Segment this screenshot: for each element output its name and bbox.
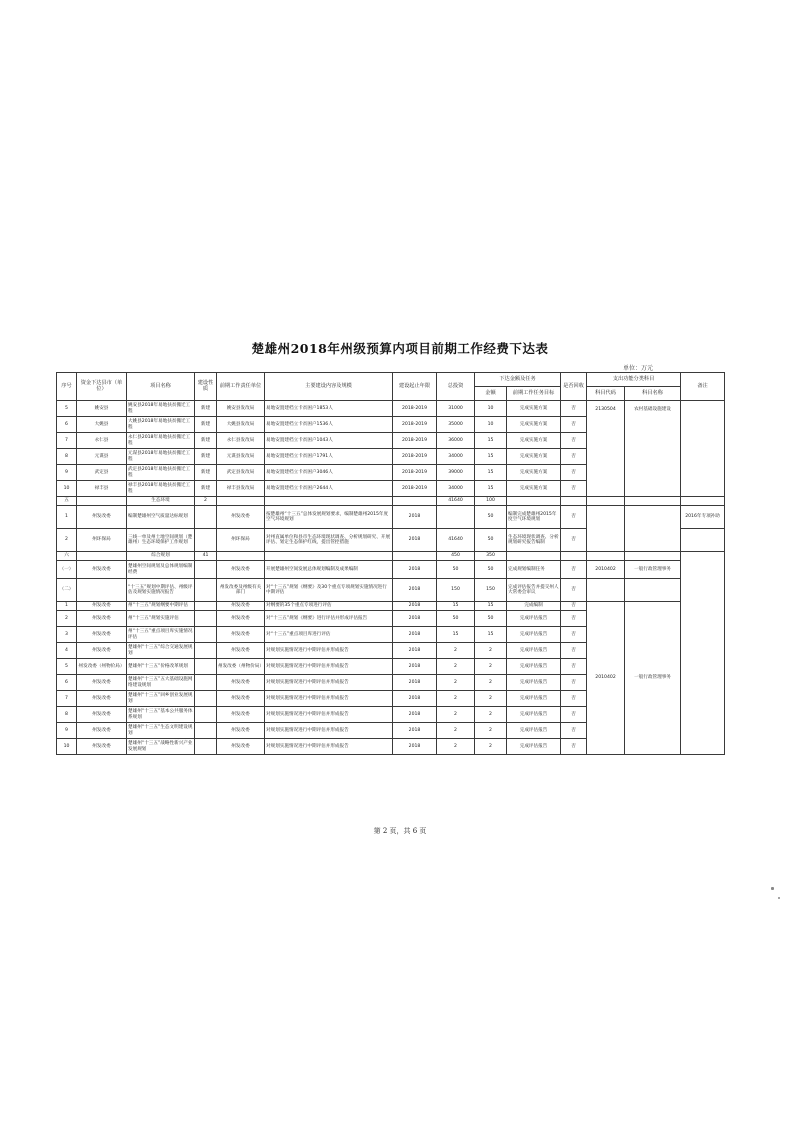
cell-task: 完成评估报告 [507, 611, 561, 627]
cell-total: 2 [437, 659, 475, 675]
cell-recover: 否 [561, 506, 587, 529]
scan-speck [771, 887, 774, 890]
cell-recover: 否 [561, 675, 587, 691]
cell-years: 2018 [393, 506, 437, 529]
scan-speck [778, 897, 780, 899]
cell-content: 对州直属单位和县市生态环境现状调查、分析规划研究、开展评估、划定生态保护红线，提出管控措施 [265, 529, 393, 552]
cell-nature [195, 659, 217, 675]
cell-seq: 7 [57, 433, 77, 449]
cell-project: 编制楚雄州空气质量达标规划 [127, 506, 195, 529]
cell-task: 完成规划编制任务 [507, 561, 561, 579]
cell-total: 50 [437, 611, 475, 627]
cell-recover: 否 [561, 401, 587, 417]
header-alloc-task: 前期工作任务目标 [507, 387, 561, 401]
cell-nature [195, 723, 217, 739]
cell-content: 对“十三五”规划《纲要》进行评估并形成评估报告 [265, 611, 393, 627]
cell-content: 易地安置建档立卡贫困户1536人 [265, 417, 393, 433]
cell-seq: 1 [57, 506, 77, 529]
cell-project: 姚安县2018年易地扶贫搬迁工程 [127, 401, 195, 417]
section-empty [561, 497, 587, 506]
section-name: 综合规划 [127, 552, 195, 561]
cell-nature: 新建 [195, 433, 217, 449]
header-content: 主要建设内容及规模 [265, 373, 393, 401]
cell-seq: 10 [57, 481, 77, 497]
cell-years: 2018-2019 [393, 481, 437, 497]
section-row [57, 552, 725, 561]
cell-resp: 州发改委 [217, 506, 265, 529]
cell-amount: 2 [475, 707, 507, 723]
cell-nature [195, 643, 217, 659]
cell-project: 楚雄州“十三五”回乡创业发展规划 [127, 691, 195, 707]
header-class-name: 科目名称 [625, 387, 681, 401]
cell-seq: 9 [57, 723, 77, 739]
cell-content: 对规划实施情况进行中期评估并形成报告 [265, 739, 393, 755]
cell-project: 楚雄州“十三五”生态文明建设规划 [127, 723, 195, 739]
cell-seq: 7 [57, 691, 77, 707]
cell-task: 完成评估报告 [507, 627, 561, 643]
cell-nature [195, 675, 217, 691]
cell-content: 易地安置建档立卡贫困户1043人 [265, 433, 393, 449]
cell-seq: 3 [57, 627, 77, 643]
cell-class-name: 一般行政管理事务 [625, 602, 681, 755]
cell-years: 2018-2019 [393, 433, 437, 449]
cell-amount: 15 [475, 465, 507, 481]
cell-class-name [625, 579, 681, 602]
cell-total: 15 [437, 627, 475, 643]
cell-unit: 姚安县 [77, 401, 127, 417]
cell-class-code [587, 579, 625, 602]
header-total: 总投资 [437, 373, 475, 401]
cell-years: 2018 [393, 627, 437, 643]
cell-nature [195, 627, 217, 643]
cell-task: 完成评估报告并提交州人大常委会审议 [507, 579, 561, 602]
cell-amount: 2 [475, 691, 507, 707]
section-row [57, 497, 725, 506]
header-class-group: 支出功能分类科目 [587, 373, 681, 387]
table-row [57, 602, 725, 611]
cell-class-name [625, 506, 681, 552]
cell-task: 完成评估报告 [507, 659, 561, 675]
cell-nature [195, 611, 217, 627]
cell-recover: 否 [561, 529, 587, 552]
cell-nature: 新建 [195, 465, 217, 481]
cell-total: 36000 [437, 433, 475, 449]
cell-resp: 禄丰县发改局 [217, 481, 265, 497]
cell-task: 完成实施方案 [507, 449, 561, 465]
section-empty [507, 497, 561, 506]
cell-amount: 2 [475, 723, 507, 739]
cell-content: 对规划实施情况进行中期评估并形成报告 [265, 659, 393, 675]
cell-project: 州“十三五”规划纲要中期评估 [127, 602, 195, 611]
cell-recover: 否 [561, 561, 587, 579]
cell-nature [195, 561, 217, 579]
cell-project: 元谋县2018年易地扶贫搬迁工程 [127, 449, 195, 465]
table-row [57, 561, 725, 579]
table-row [57, 401, 725, 417]
cell-remark [681, 401, 725, 497]
cell-resp: 姚安县发改局 [217, 401, 265, 417]
header-row-1 [57, 373, 725, 387]
cell-total: 2 [437, 691, 475, 707]
cell-task: 完成实施方案 [507, 433, 561, 449]
cell-seq: （二） [57, 579, 77, 602]
cell-project: 州“十三五”规划实施评估 [127, 611, 195, 627]
cell-resp: 州发改委 [217, 723, 265, 739]
cell-remark [681, 529, 725, 552]
cell-project: 永仁县2018年易地扶贫搬迁工程 [127, 433, 195, 449]
cell-recover: 否 [561, 417, 587, 433]
cell-resp: 州发改委 [217, 602, 265, 611]
cell-resp: 州发改委（州物价局） [217, 659, 265, 675]
section-total: 41640 [437, 497, 475, 506]
cell-unit: 武定县 [77, 465, 127, 481]
cell-project: 楚雄州“十三五”基本公共服务体系规划 [127, 707, 195, 723]
cell-amount: 10 [475, 401, 507, 417]
cell-total: 39000 [437, 465, 475, 481]
cell-seq: 4 [57, 643, 77, 659]
cell-years: 2018 [393, 739, 437, 755]
cell-amount: 50 [475, 506, 507, 529]
cell-years: 2018 [393, 579, 437, 602]
cell-amount: 15 [475, 602, 507, 611]
cell-task: 生态环境现状调查、分析规划研究报告编制 [507, 529, 561, 552]
cell-resp: 州发改委 [217, 691, 265, 707]
header-recover: 是否回收 [561, 373, 587, 401]
header-project: 项目名称 [127, 373, 195, 401]
section-empty [625, 497, 681, 506]
header-remark: 备注 [681, 373, 725, 401]
cell-seq: 1 [57, 602, 77, 611]
cell-class-name: 农村基础设施建设 [625, 401, 681, 497]
cell-total: 34000 [437, 449, 475, 465]
cell-resp: 州发改委 [217, 739, 265, 755]
cell-task: 完成编制 [507, 602, 561, 611]
cell-task: 完成评估报告 [507, 707, 561, 723]
cell-content: 对“十三五”规划《纲要》及30个重点专项规划实施情况进行中期评估 [265, 579, 393, 602]
cell-seq: 8 [57, 707, 77, 723]
cell-amount: 2 [475, 675, 507, 691]
cell-total: 150 [437, 579, 475, 602]
section-name: 生态环境 [127, 497, 195, 506]
cell-project: 楚雄州“十三五”五大基础设施网络建设规划 [127, 675, 195, 691]
cell-recover: 否 [561, 481, 587, 497]
cell-total: 2 [437, 707, 475, 723]
section-empty [681, 497, 725, 506]
cell-years: 2018 [393, 561, 437, 579]
section-count: 41 [195, 552, 217, 561]
cell-recover: 否 [561, 433, 587, 449]
cell-years: 2018 [393, 723, 437, 739]
cell-remark: 2016年专项补助 [681, 506, 725, 529]
cell-recover: 否 [561, 643, 587, 659]
section-empty [265, 552, 393, 561]
cell-years: 2018 [393, 675, 437, 691]
cell-recover: 否 [561, 602, 587, 611]
cell-years: 2018-2019 [393, 417, 437, 433]
cell-total: 2 [437, 739, 475, 755]
cell-years: 2018 [393, 707, 437, 723]
section-empty [587, 552, 625, 561]
cell-unit [77, 579, 127, 602]
cell-total: 50 [437, 561, 475, 579]
cell-content: 对规划实施情况进行中期评估并形成报告 [265, 643, 393, 659]
cell-task: 完成评估报告 [507, 643, 561, 659]
section-empty [625, 552, 681, 561]
header-years: 建设起止年限 [393, 373, 437, 401]
cell-total: 34000 [437, 481, 475, 497]
cell-unit: 元谋县 [77, 449, 127, 465]
cell-resp: 州发改委 [217, 707, 265, 723]
cell-recover: 否 [561, 465, 587, 481]
cell-task: 完成评估报告 [507, 723, 561, 739]
cell-years: 2018 [393, 529, 437, 552]
section-empty [393, 497, 437, 506]
cell-unit: 州发改委 [77, 602, 127, 611]
cell-total: 2 [437, 723, 475, 739]
cell-unit: 州发改委 [77, 691, 127, 707]
section-empty [217, 552, 265, 561]
section-amount: 100 [475, 497, 507, 506]
section-empty [265, 497, 393, 506]
cell-project: 楚雄州“十三五”战略性新兴产业发展规划 [127, 739, 195, 755]
cell-recover: 否 [561, 627, 587, 643]
cell-recover: 否 [561, 691, 587, 707]
cell-recover: 否 [561, 579, 587, 602]
cell-remark [681, 552, 725, 755]
cell-amount: 50 [475, 529, 507, 552]
section-empty [587, 497, 625, 506]
cell-content: 对规划实施情况进行中期评估并形成报告 [265, 723, 393, 739]
section-count: 2 [195, 497, 217, 506]
cell-resp: 州发改委 [217, 611, 265, 627]
cell-content: 对规划实施情况进行中期评估并形成报告 [265, 675, 393, 691]
cell-nature [195, 529, 217, 552]
cell-class-code [587, 506, 625, 552]
cell-class-code: 2010402 [587, 602, 625, 755]
cell-amount: 2 [475, 739, 507, 755]
cell-task: 完成评估报告 [507, 675, 561, 691]
cell-years: 2018 [393, 691, 437, 707]
section-empty [507, 552, 561, 561]
cell-nature [195, 602, 217, 611]
header-nature: 建设性质 [195, 373, 217, 401]
cell-unit: 永仁县 [77, 433, 127, 449]
cell-resp: 州发改委 [217, 643, 265, 659]
cell-amount: 50 [475, 611, 507, 627]
cell-amount: 15 [475, 627, 507, 643]
section-total: 450 [437, 552, 475, 561]
cell-amount: 15 [475, 449, 507, 465]
cell-project: 三线一单及州土地空间规划（楚雄州）生态环境保护工作规划 [127, 529, 195, 552]
cell-recover: 否 [561, 707, 587, 723]
cell-years: 2018 [393, 602, 437, 611]
cell-content: 对规划实施情况进行中期评估并形成报告 [265, 707, 393, 723]
cell-total: 35000 [437, 417, 475, 433]
cell-total [437, 506, 475, 529]
cell-nature [195, 579, 217, 602]
cell-project: 州“十三五”重点项目库实施情况评估 [127, 627, 195, 643]
cell-amount: 15 [475, 481, 507, 497]
cell-unit: 州发改委 [77, 707, 127, 723]
cell-seq: 2 [57, 529, 77, 552]
table-row [57, 506, 725, 529]
cell-seq: 6 [57, 675, 77, 691]
cell-amount: 150 [475, 579, 507, 602]
cell-class-name: 一般行政管理事务 [625, 561, 681, 579]
cell-resp: 州发改委 [217, 675, 265, 691]
cell-unit: 州发改委 [77, 561, 127, 579]
cell-nature [195, 691, 217, 707]
cell-resp: 永仁县发改局 [217, 433, 265, 449]
cell-resp: 大姚县发改局 [217, 417, 265, 433]
unit-label: 单位：万元 [623, 365, 654, 372]
cell-unit: 州发改委 [77, 723, 127, 739]
cell-amount: 10 [475, 417, 507, 433]
cell-seq: 8 [57, 449, 77, 465]
cell-resp: 武定县发改局 [217, 465, 265, 481]
table-row [57, 579, 725, 602]
cell-recover: 否 [561, 611, 587, 627]
cell-amount: 2 [475, 643, 507, 659]
cell-project: 楚雄州“十三五”综合交通发展规划 [127, 643, 195, 659]
cell-total: 41640 [437, 529, 475, 552]
cell-unit: 大姚县 [77, 417, 127, 433]
cell-content: 易地安置建档立卡贫困户1853人 [265, 401, 393, 417]
header-alloc-group: 下达金额及任务 [475, 373, 561, 387]
cell-project: 禄丰县2018年易地扶贫搬迁工程 [127, 481, 195, 497]
cell-total: 15 [437, 602, 475, 611]
cell-unit: 禄丰县 [77, 481, 127, 497]
cell-years: 2018 [393, 659, 437, 675]
cell-project: “十三五”规划中期评估、州级评估及规划实施情况报告 [127, 579, 195, 602]
cell-project: 楚雄州“十三五”价格改革规划 [127, 659, 195, 675]
cell-content: 易地安置建档立卡贫困户3046人 [265, 465, 393, 481]
budget-table [56, 372, 725, 755]
cell-seq: 6 [57, 417, 77, 433]
cell-recover: 否 [561, 739, 587, 755]
section-seq: 五 [57, 497, 77, 506]
cell-unit: 州发改委 [77, 643, 127, 659]
section-seq: 六 [57, 552, 77, 561]
cell-recover: 否 [561, 449, 587, 465]
section-empty [77, 497, 127, 506]
cell-resp: 州发改委及州级有关部门 [217, 579, 265, 602]
cell-nature [195, 739, 217, 755]
cell-project: 大姚县2018年易地扶贫搬迁工程 [127, 417, 195, 433]
page-title: 楚雄州2018年州级预算内项目前期工作经费下达表 [251, 341, 549, 356]
header-class-code: 科目代码 [587, 387, 625, 401]
section-empty [393, 552, 437, 561]
cell-task: 编制完成楚雄州2015年度空气环境规划 [507, 506, 561, 529]
section-empty [217, 497, 265, 506]
header-unit: 资金下达县市（单位） [77, 373, 127, 401]
cell-amount: 50 [475, 561, 507, 579]
page-footer: 第 2 页，共 6 页 [373, 827, 427, 835]
cell-project: 武定县2018年易地扶贫搬迁工程 [127, 465, 195, 481]
cell-resp: 元谋县发改局 [217, 449, 265, 465]
cell-nature: 新建 [195, 481, 217, 497]
cell-content: 按楚雄州“十三五”总体发展规划要求，编制楚雄州2015年度空气环境规划 [265, 506, 393, 529]
cell-project: 楚雄州空间规划及总体规划编制经费 [127, 561, 195, 579]
cell-seq: 5 [57, 659, 77, 675]
cell-years: 2018-2019 [393, 465, 437, 481]
cell-unit: 州发改委 [77, 739, 127, 755]
cell-class-code: 2010402 [587, 561, 625, 579]
cell-amount: 15 [475, 433, 507, 449]
cell-years: 2018-2019 [393, 449, 437, 465]
cell-task: 完成实施方案 [507, 465, 561, 481]
cell-task: 完成实施方案 [507, 401, 561, 417]
cell-seq: 10 [57, 739, 77, 755]
section-empty [77, 552, 127, 561]
cell-seq: 2 [57, 611, 77, 627]
section-amount: 350 [475, 552, 507, 561]
cell-class-code: 2130504 [587, 401, 625, 497]
header-alloc-amount: 金额 [475, 387, 507, 401]
cell-seq: 5 [57, 401, 77, 417]
cell-resp: 州发改委 [217, 561, 265, 579]
cell-nature: 新建 [195, 449, 217, 465]
cell-unit: 州发改委 [77, 506, 127, 529]
cell-total: 31000 [437, 401, 475, 417]
cell-content: 易地安置建档立卡贫困户2644人 [265, 481, 393, 497]
cell-content: 对规划实施情况进行中期评估并形成报告 [265, 691, 393, 707]
cell-amount: 2 [475, 659, 507, 675]
cell-task: 完成实施方案 [507, 481, 561, 497]
cell-nature: 新建 [195, 417, 217, 433]
cell-task: 完成实施方案 [507, 417, 561, 433]
cell-resp: 州环保局 [217, 529, 265, 552]
cell-seq: 9 [57, 465, 77, 481]
section-empty [561, 552, 587, 561]
cell-years: 2018 [393, 611, 437, 627]
cell-content: 对纲要的35个重点专项进行评估 [265, 602, 393, 611]
cell-resp: 州发改委 [217, 627, 265, 643]
cell-nature [195, 506, 217, 529]
cell-seq: （一） [57, 561, 77, 579]
cell-recover: 否 [561, 659, 587, 675]
cell-recover: 否 [561, 723, 587, 739]
cell-total: 2 [437, 675, 475, 691]
cell-unit: 州发改委（州物价局） [77, 659, 127, 675]
cell-content: 开展楚雄州空间发展总体规划编制及成果编制 [265, 561, 393, 579]
cell-task: 完成评估报告 [507, 739, 561, 755]
cell-nature [195, 707, 217, 723]
cell-nature: 新建 [195, 401, 217, 417]
cell-years: 2018 [393, 643, 437, 659]
cell-unit: 州发改委 [77, 611, 127, 627]
cell-content: 对“十三五”重点项目库进行评估 [265, 627, 393, 643]
cell-task: 完成评估报告 [507, 691, 561, 707]
header-seq: 序号 [57, 373, 77, 401]
cell-unit: 州发改委 [77, 675, 127, 691]
header-resp: 前期工作责任单位 [217, 373, 265, 401]
cell-unit: 州发改委 [77, 627, 127, 643]
cell-total: 2 [437, 643, 475, 659]
cell-years: 2018-2019 [393, 401, 437, 417]
cell-unit: 州环保局 [77, 529, 127, 552]
cell-content: 易地安置建档立卡贫困户1791人 [265, 449, 393, 465]
